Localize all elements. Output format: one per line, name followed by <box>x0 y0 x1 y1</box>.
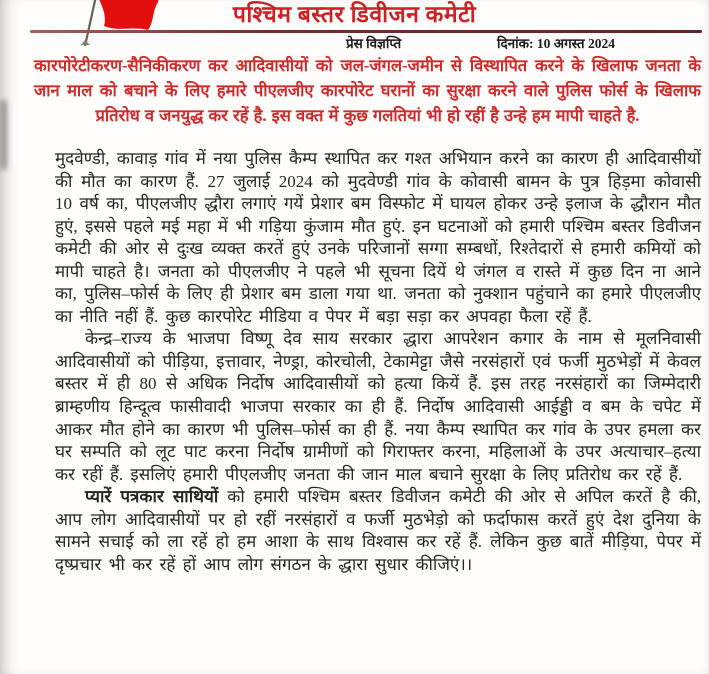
page-title: पश्चिम बस्तर डिवीजन कमेटी <box>232 2 477 27</box>
scan-artifact <box>0 100 7 170</box>
appeal-salutation: प्यारें पत्रकार साथियों <box>85 487 219 507</box>
date-label: दिनांक: 10 अगस्त 2024 <box>497 36 616 51</box>
appeal-text: को हमारी पश्चिम बस्तर डिवीजन कमेटी की ओर से अपिल करतें है की, आप लोग आदिवासीयों पर हो रहीं नरसंहारों व फर्जी मुठभेड़ो को फर्दाफास करतें हुएं देश दुनिया के सामने सचाई को ला रहें हो हम आशा के साथ विश्वास कर रहें हैं. लेकिन कुछ बातें मीड़िया, पेपर में दृष्प्रचार भी कर रहें हों आप लोग संगठन के द्धारा सुधार कीजिएं।। <box>55 487 701 574</box>
body-paragraph-3 <box>55 486 701 576</box>
subheader-row <box>0 34 709 52</box>
header-divider <box>30 30 702 33</box>
intro-statement: कारपोरेटीकरण-सैनिकीकरण कर आदिवासीयों को जल-जंगल-जमीन से विस्थापित करने के खिलाफ जनता के जान माल को बचाने के लिए हमारे पीएलजीए कारपोरेट घरानों का सुरक्षा करने वाले पुलिस फोर्स के खिलाफ प्रतिरोध व जनयुद्ध कर रहें है. इस वक्त में कुछ गलतियां भी हो रहीं है उन्हे हम मापी चाहते है. <box>34 56 701 125</box>
body-paragraph-1: मुदवेण्डी, कावाड़ गांव में नया पुलिस कैम्प स्थापित कर गश्त अभियान करने का कारण ही आदिवासीयों की मौत का कारण हैं. 27 जुलाई 2024 को मुदवेण्डी गांव के कोवासी बामन के पुत्र हिड़मा कोवासी 10 वर्ष का, पीएलजीए द्धौरा लगाएं गयें प्रेशार बम विस्फोट में घायल होकर उन्हे इलाज के द्धौरान मौत हुएं, इससे पहले मई महा में भी गड़िया कुंजाम मौत हुएं. इन घटनाओं को हमारी पश्चिम बस्तर डिवीजन कमेटी की ओर से दुःख व्यक्त करतें हुएं उनके परिजानों सग्गा सम्बधों, रिश्तेदारों से हमारी कमियों को मापी चाहते है। जनता को पीएलजीए ने पहले भी सूचना दियें थे जंगल व रास्ते में कुछ दिन ना आने का, पुलिस–फोर्स के लिए ही प्रेशार बम डाला गया था. जनता को नुक्शान पहुंचाने का हमारे पीएलजीए का नीति नहीं हैं. कुछ कारपोरेट मीडिया व पेपर में बड़ा सड़ा कर अपवहा फैला रहें हैं. <box>55 149 701 326</box>
body-paragraph-2: केन्द्र–राज्य के भाजपा विष्णू देव साय सरकार द्धारा आपरेशन कगार के नाम से मूलनिवासी आदिवासीयों को पीड़िया, इत्तावार, नेण्ड्रा, कोरचोली, टेकामेट्टा जैसे नरसंहारों एवं फर्जी मुठभेड़ों में केवल बस्तर में ही 80 से अधिक निर्दोष आदिवासीयों को हत्या कियें हैं. इस तरह नरसंहारों का जिम्मेदारी ब्राम्हणीय हिन्दूत्व फासीवादी भाजपा सरकार का ही हैं. निर्दोष आदिवासी आईड्डी व बम के चपेट में आकर मौत होने का कारण भी पुलिस–फोर्स का ही हैं. नया कैम्प स्थापित कर गांव के उपर हमला कर घर सम्पति को लूट पाट करना निर्दोष ग्रामीणों को गिराफ्तर करना, महिलाओं के उपर अत्याचार–हत्या कर रहीं हैं. इसलिएं हमारी पीएलजीए जनता की जान माल बचाने सुरक्षा के लिए प्रतिरोध कर रहें हैं. <box>55 329 701 484</box>
press-release-label: प्रेस विज्ञप्ति <box>346 36 402 51</box>
body-text <box>55 148 701 576</box>
